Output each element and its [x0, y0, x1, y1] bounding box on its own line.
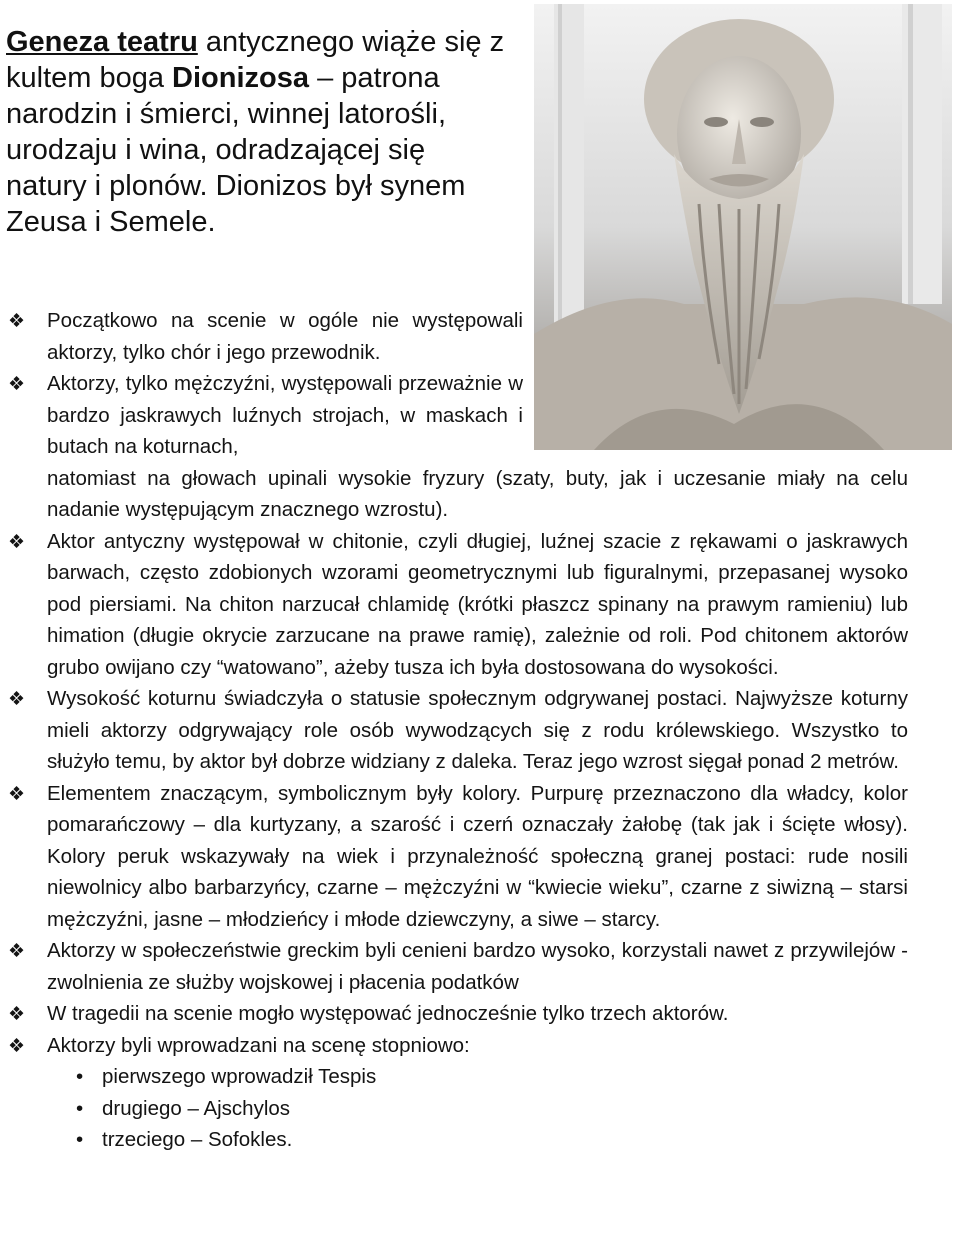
list-item-text: Aktorzy, tylko mężczyźni, występowali przeważnie w bardzo jaskrawych luźnych strojach, w maskach i butach na koturnach, — [47, 372, 523, 458]
list-item-text: Wysokość koturnu świadczyła o statusie społecznym odgrywanej postaci. Najwyższe koturny mieli aktorzy odgrywający role osób wywodzących się z rodu królewskiego. Wszystko to służyło temu, by aktor był dobrze widziany z daleka. Teraz jego wzrost sięgał ponad 2 metrów. — [47, 687, 908, 773]
list-item — [8, 526, 908, 684]
list-item — [8, 368, 523, 463]
diamond-bullet-icon: ❖ — [8, 941, 26, 962]
intro-text-1: antycznego wiąże się z kultem boga — [6, 26, 505, 94]
list-item-text: Początkowo na scenie w ogóle nie występowali aktorzy, tylko chór i jego przewodnik. — [47, 309, 523, 364]
sub-list-item-text: trzeciego – Sofokles. — [102, 1128, 293, 1151]
list-item-text: Aktorzy byli wprowadzani na scenę stopniowo: — [47, 1033, 470, 1057]
list-item — [8, 1030, 908, 1062]
genesis-term: Geneza teatru — [6, 26, 198, 58]
diamond-bullet-icon: ❖ — [8, 1004, 26, 1025]
list-item-text: Aktorzy w społeczeństwie greckim byli cenieni bardzo wysoko, korzystali nawet z przywilejów - zwolnienia ze służby wojskowej i płacenia podatków — [47, 939, 908, 994]
diamond-bullet-icon: ❖ — [8, 374, 26, 395]
sub-list-item — [8, 1061, 908, 1093]
list-item — [8, 778, 908, 936]
list-item-text: W tragedii na scenie mogło występować jednocześnie tylko trzech aktorów. — [47, 1002, 729, 1025]
list-item-text: natomiast na głowach upinali wysokie fryzury (szaty, buty, jak i uczesanie miały na celu nadanie występującym znacznego wzrostu). — [47, 466, 908, 521]
diamond-bullet-icon: ❖ — [8, 311, 26, 332]
list-item — [8, 935, 908, 998]
sub-list-item-text: drugiego – Ajschylos — [102, 1096, 291, 1120]
list-item-text: Elementem znaczącym, symbolicznym były kolory. Purpurę przeznaczono dla władcy, kolor pomarańczowy – dla kurtyzany, a szarość i czerń oznaczały żałobę (tak jak i ścięte włosy). Kolory peruk wskazywały na wiek i przynależność społeczną granej postaci: rude nosili niewolnicy albo barbarzyńcy, czarne – mężczyźni w “kwiecie wieku”, czarne z siwizną – starsi mężczyźni, jasne – młodzieńcy i młode dziewczyny, a siwe – starcy. — [47, 781, 908, 931]
list-item — [8, 683, 908, 778]
diamond-bullet-icon: ❖ — [8, 689, 26, 710]
intro-paragraph — [6, 24, 511, 240]
sub-list-item — [8, 1093, 908, 1125]
intro-text-2: – patrona narodzin i śmierci, winnej latorośli, urodzaju i wina, odradzającej się natury i plonów. Dionizos był synem Zeusa i Semele. — [6, 62, 466, 238]
sub-list-item-text: pierwszego wprowadził Tespis — [102, 1065, 377, 1088]
list-item-continuation — [8, 463, 908, 526]
dot-bullet-icon: • — [76, 1065, 84, 1088]
list-item — [8, 305, 523, 368]
dot-bullet-icon: • — [76, 1128, 84, 1151]
bullet-list — [8, 305, 908, 1156]
dionysus-name: Dionizosa — [172, 62, 310, 94]
list-item — [8, 998, 908, 1030]
diamond-bullet-icon: ❖ — [8, 783, 26, 805]
list-item-text: Aktor antyczny występował w chitonie, czyli długiej, luźnej szacie z rękawami o jaskrawych barwach, często zdobionych wzorami geometrycznymi lub figuralnymi, przepasanej wysoko pod piersiami. Na chiton narzucał chlamidę (krótki płaszcz spinany na prawym ramieniu) lub himation (długie okrycie zarzucane na prawe ramię), zależnie od roli. Pod chitonem aktorów grubo owijano czy “watowano”, ażeby tusza ich była dostosowana do wysokości. — [47, 529, 908, 679]
actor-sub-list — [8, 1061, 908, 1156]
diamond-bullet-icon: ❖ — [8, 1035, 26, 1057]
dot-bullet-icon: • — [76, 1096, 84, 1120]
diamond-bullet-icon: ❖ — [8, 531, 26, 553]
sub-list-item — [8, 1124, 908, 1156]
